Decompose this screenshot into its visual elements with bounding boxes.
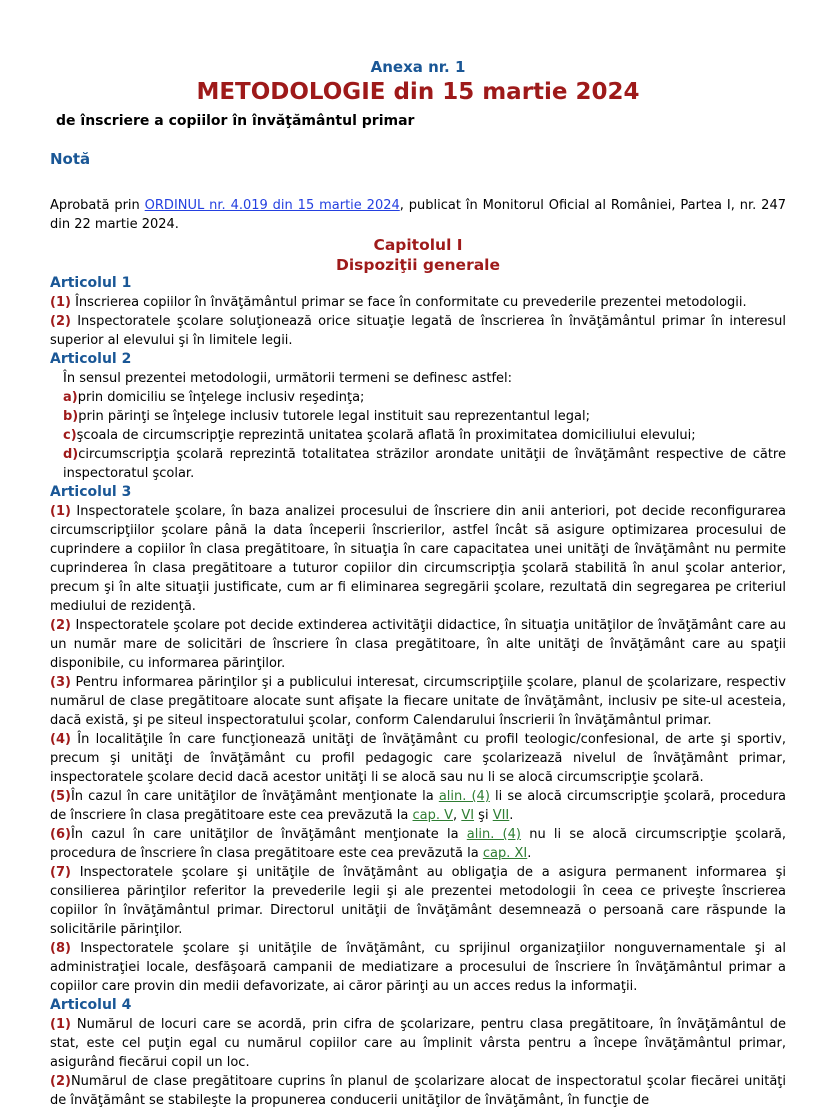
article-3-para-1: [50, 502, 786, 616]
paragraph-text: şi: [474, 808, 493, 823]
article-2-intro: [50, 369, 786, 388]
article-4-heading: Articolul 4: [50, 997, 132, 1013]
paragraph-text: În cazul în care unităţilor de învăţământ menţionate la: [70, 789, 439, 804]
article-2-item-a: [50, 388, 786, 407]
document-subtitle: de înscriere a copiilor în învăţământul primar: [56, 113, 415, 129]
article-3-para-5: [50, 787, 786, 825]
paragraph-text: Inspectoratele şcolare soluţionează orice situaţie legată de înscrierea în învăţământul primar în interesul superior al elevului şi în limitele legii.: [50, 314, 786, 348]
article-4-para-1: [50, 1015, 786, 1072]
paragraph-text: Inspectoratele şcolare şi unităţile de învăţământ au obligaţia de a asigura permanent informarea şi consilierea părinţilor referitor la prevederile legii şi ale prezentei metodologii în ceea ce priveşte înscrierea copiilor în învăţământul primar. Directorul unităţii de învăţământ desemnează o persoană care răspunde la solicitările părinţilor.: [50, 865, 786, 937]
paragraph-text: prin domiciliu se înţelege inclusiv reşedinţa;: [77, 390, 365, 405]
paragraph-marker: (2): [50, 618, 71, 633]
article-2-heading: Articolul 2: [50, 351, 132, 367]
paragraph-marker: (2): [50, 314, 71, 329]
paragraph-marker: (4): [50, 732, 71, 747]
paragraph-marker: c): [63, 428, 77, 443]
paragraph-marker: (5): [50, 789, 71, 804]
paragraph-marker: (3): [50, 675, 71, 690]
paragraph-text: Aprobată prin: [50, 198, 145, 213]
paragraph-text: Înscrierea copiilor în învăţământul primar se face în conformitate cu prevederile prezentei metodologii.: [70, 295, 747, 310]
paragraph-marker: (2): [50, 1074, 71, 1089]
ref-cap-xi[interactable]: cap. XI: [482, 846, 528, 861]
paragraph-text: şcoala de circumscripţie reprezintă unitatea şcolară aflată în proximitatea domiciliului elevului;: [76, 428, 696, 443]
article-2-item-b: [50, 407, 786, 426]
paragraph-marker: a): [63, 390, 78, 405]
article-3-para-8: [50, 939, 786, 996]
paragraph-text: ,: [453, 808, 462, 823]
article-3-heading: Articolul 3: [50, 484, 132, 500]
ref-alin-4-b[interactable]: alin. (4): [466, 827, 521, 842]
paragraph-text: În sensul prezentei metodologii, următorii termeni se definesc astfel:: [63, 371, 513, 386]
paragraph-text: li se alocă circumscripţie şcolară, procedura de înscriere în clasa pregătitoare este cea prevăzută la: [50, 789, 787, 823]
paragraph-text: Numărul de clase pregătitoare cuprins în planul de şcolarizare alocat de inspectoratul şcolar fiecărei unităţi de învăţământ se stabileşte la propunerea conducerii unităţilor de învăţământ, în funcţie de: [50, 1074, 786, 1108]
paragraph-marker: (1): [50, 504, 71, 519]
paragraph-text: În localităţile în care funcţionează unităţi de învăţământ cu profil teologic/confesional, de arte şi sportiv, precum şi unităţi de învăţământ cu profil pedagogic care şcolarizează nivelul de învăţământ primar, inspectoratele şcolare decid dacă acestor unităţi li se alocă sau nu li se alocă circumscripţie şcolară.: [50, 732, 786, 785]
paragraph-marker: (8): [50, 941, 71, 956]
ref-cap-vii[interactable]: VII: [492, 808, 510, 823]
chapter-name: Dispoziţii generale: [336, 256, 500, 274]
paragraph-text: Inspectoratele şcolare pot decide extinderea activităţii didactice, în situaţia unităţilor de învăţământ care au un număr mare de solicitări de înscriere în clasa pregătitoare, în alte unităţi de învăţământ care au spaţii disponibile, cu informarea părinţilor.: [50, 618, 786, 671]
paragraph-text: prin părinţi se înţelege inclusiv tutorele legal instituit sau reprezentantul legal;: [78, 409, 590, 424]
article-3-para-3: [50, 673, 786, 730]
link-ordinul-4019[interactable]: ORDINUL nr. 4.019 din 15 martie 2024: [144, 198, 400, 213]
article-1-para-2: [50, 312, 786, 350]
article-1-heading: Articolul 1: [50, 275, 132, 291]
paragraph-text: .: [527, 846, 532, 861]
paragraph-text: .: [509, 808, 514, 823]
article-3-para-6: [50, 825, 786, 863]
paragraph-text: Numărul de locuri care se acordă, prin cifra de şcolarizare, pentru clasa pregătitoare, în învăţământul de stat, este cel puţin egal cu numărul copiilor care au împlinit vârsta pentru a începe învăţământul primar, asigurând fiecărui copil un loc.: [50, 1017, 786, 1070]
ref-cap-vi[interactable]: VI: [461, 808, 475, 823]
paragraph-marker: d): [63, 447, 79, 462]
paragraph-text: În cazul în care unităţilor de învăţământ menţionate la: [70, 827, 467, 842]
paragraph-text: , publicat în Monitorul Oficial al României, Partea I, nr. 247 din 22 martie 2024.: [50, 198, 786, 232]
document-title: METODOLOGIE din 15 martie 2024: [196, 79, 640, 105]
article-3-para-7: [50, 863, 786, 939]
ref-alin-4[interactable]: alin. (4): [438, 789, 490, 804]
paragraph-marker: (6): [50, 827, 71, 842]
approval-paragraph: [50, 196, 786, 234]
paragraph-text: Pentru informarea părinţilor şi a publicului interesat, circumscripţiile şcolare, planul de şcolarizare, respectiv numărul de clase pregătitoare alocate sunt afişate la fiecare unitate de învăţământ, inclusiv pe site-ul acesteia, dacă există, şi pe siteul inspectoratului şcolar, conform Calendarului înscrierii în învăţământul primar.: [50, 675, 786, 728]
article-2-item-d: [50, 445, 786, 483]
paragraph-text: Inspectoratele şcolare şi unităţile de învăţământ, cu sprijinul organizaţiilor nonguvernamentale şi al administraţiei locale, desfăşoară campanii de mediatizare a procesului de înscriere în învăţământul primar a copiilor care provin din medii defavorizate, ai căror părinţi au un acces redus la informaţii.: [50, 941, 786, 994]
paragraph-marker: (1): [50, 1017, 71, 1032]
article-3-para-2: [50, 616, 786, 673]
note-label: Notă: [50, 150, 91, 168]
article-4-para-2: [50, 1072, 786, 1110]
article-1-para-1: [50, 293, 786, 312]
chapter-heading: Capitolul I: [373, 236, 463, 254]
paragraph-text: Inspectoratele şcolare, în baza analizei procesului de înscriere din anii anteriori, pot decide reconfigurarea circumscripţiilor şcolare până la data începerii înscrierilor, astfel încât să asigure optimizarea procesului de cuprindere a copiilor în clasa pregătitoare, în situaţia în care capacitatea unei unităţi de învăţământ nu permite cuprinderea în clasa pregătitoare a tuturor copiilor din circumscripţia şcolară stabilită în anul şcolar anterior, precum şi în alte situaţii justificate, cum ar fi eliminarea segregării şcolare, rezultată din segregarea pe criteriul mediului de rezidenţă.: [50, 504, 786, 614]
paragraph-marker: b): [63, 409, 79, 424]
paragraph-text: circumscripţia şcolară reprezintă totalitatea străzilor arondate unităţii de învăţământ respective de către inspectoratul şcolar.: [63, 447, 786, 481]
paragraph-marker: (7): [50, 865, 71, 880]
paragraph-text: nu li se alocă circumscripţie şcolară, procedura de înscriere în clasa pregătitoare este cea prevăzută la: [50, 827, 787, 861]
annex-label: Anexa nr. 1: [370, 58, 466, 76]
paragraph-marker: (1): [50, 295, 71, 310]
article-2-item-c: [50, 426, 786, 445]
ref-cap-v[interactable]: cap. V: [412, 808, 454, 823]
article-3-para-4: [50, 730, 786, 787]
